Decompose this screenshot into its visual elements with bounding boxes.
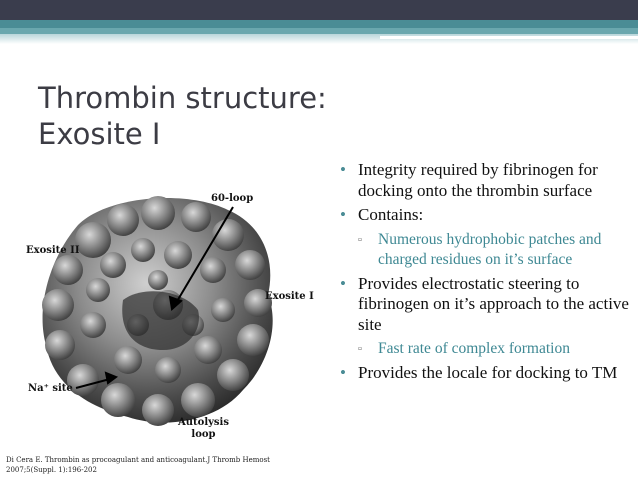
citation-line1: Di Cera E. Thrombin as procoagulant and anticoagulant.J Thromb Hemost — [6, 456, 270, 464]
sub-bullet-item — [338, 230, 633, 270]
thrombin-surface-image — [18, 185, 333, 445]
label-na-site: Na⁺ site — [28, 383, 73, 394]
bullet-dot-icon: • — [340, 273, 346, 293]
bullet-text: Provides electrostatic steering to fibrinogen on it’s approach to the active site — [358, 273, 629, 334]
header-banner — [0, 0, 638, 44]
label-exosite-i: Exosite I — [265, 291, 314, 302]
bullet-item — [338, 363, 633, 384]
bullet-dot-icon: • — [340, 160, 346, 179]
bullet-text: Provides the locale for docking to TM — [358, 363, 618, 382]
sub-bullet-item — [338, 339, 633, 359]
bullet-item — [338, 205, 633, 226]
bullet-dot-icon: • — [340, 205, 346, 224]
thrombin-structure-figure — [18, 185, 333, 445]
bullet-text: Contains: — [358, 205, 424, 224]
label-autolysis-loop — [176, 417, 231, 441]
sub-bullet-text: Fast rate of complex formation — [378, 340, 570, 357]
bullet-item — [338, 274, 633, 336]
citation — [6, 455, 306, 475]
bullet-dot-icon: • — [340, 363, 346, 382]
label-exosite-ii: Exosite II — [26, 245, 80, 256]
slide-title — [38, 80, 358, 152]
label-60-loop: 60-loop — [211, 193, 254, 204]
banner-dark-band — [0, 0, 638, 20]
citation-line2: 2007;5(Suppl. 1):196-202 — [6, 466, 97, 474]
banner-accent-line — [380, 36, 638, 39]
bullet-item — [338, 160, 633, 201]
label-autolysis-line2: loop — [191, 429, 216, 440]
label-autolysis-line1: Autolysis — [178, 417, 229, 428]
sub-bullet-text: Numerous hydrophobic patches and charged residues on it’s surface — [378, 230, 602, 268]
slide-title-line2: Exosite I — [38, 117, 161, 151]
slide-title-line1: Thrombin structure: — [38, 81, 327, 115]
sub-bullet-square-icon: ▫ — [358, 343, 362, 355]
bullet-text: Integrity required by fibrinogen for docking onto the thrombin surface — [358, 160, 598, 200]
sub-bullet-square-icon: ▫ — [358, 233, 362, 246]
bullet-list — [338, 160, 633, 388]
